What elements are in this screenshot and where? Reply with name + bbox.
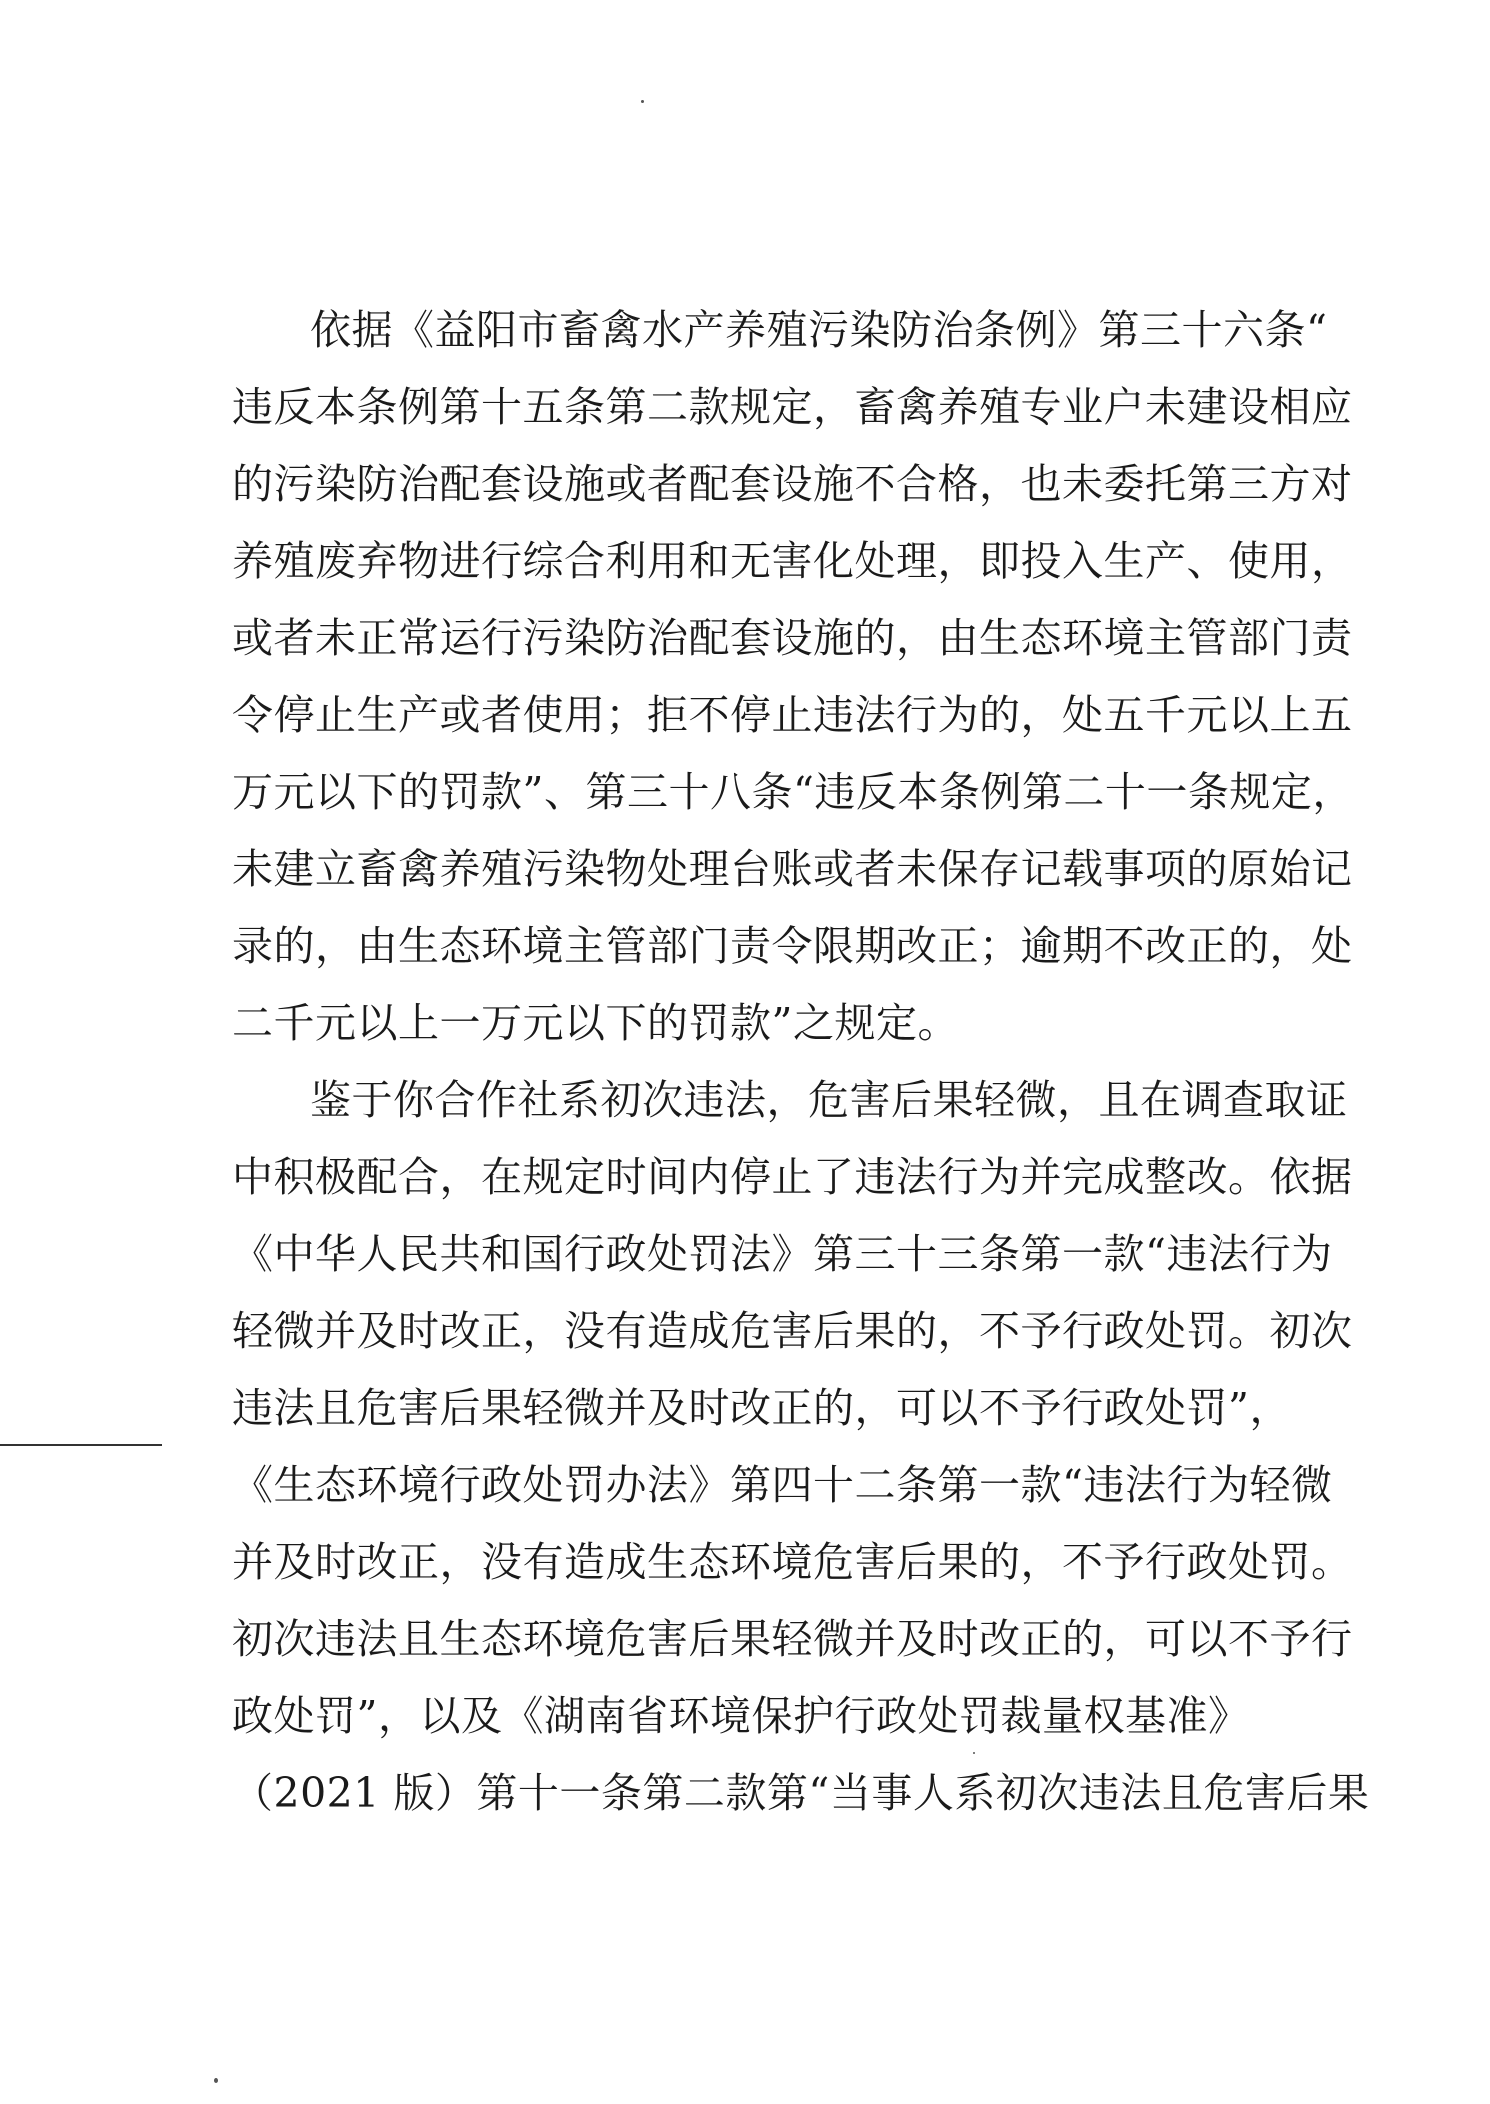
- paragraph-1-line-3: 的污染防治配套设施或者配套设施不合格，也未委托第三方对: [232, 460, 1353, 508]
- scan-speck: [214, 2078, 218, 2083]
- paragraph-2-line-2: 中积极配合，在规定时间内停止了违法行为并完成整改。依据: [232, 1153, 1353, 1201]
- paragraph-1-line-8: 未建立畜禽养殖污染物处理台账或者未保存记载事项的原始记: [232, 845, 1353, 893]
- paragraph-1-line-10: 二千元以上一万元以下的罚款”之规定。: [232, 999, 959, 1047]
- paragraph-1-line-2: 违反本条例第十五条第二款规定，畜禽养殖专业户未建设相应: [232, 383, 1353, 431]
- scan-speck: [973, 1752, 975, 1754]
- paragraph-1-line-9: 录的，由生态环境主管部门责令限期改正；逾期不改正的，处: [232, 922, 1353, 970]
- paragraph-1-line-6: 令停止生产或者使用；拒不停止违法行为的，处五千元以上五: [232, 691, 1353, 739]
- paragraph-2-line-1: 鉴于你合作社系初次违法，危害后果轻微，且在调查取证: [310, 1076, 1348, 1124]
- paragraph-2-line-4: 轻微并及时改正，没有造成危害后果的，不予行政处罚。初次: [232, 1307, 1353, 1355]
- margin-rule-line: [0, 1444, 162, 1446]
- paragraph-2-line-6: 《生态环境行政处罚办法》第四十二条第一款“违法行为轻微: [232, 1461, 1333, 1509]
- paragraph-2-line-10: （2021 版）第十一条第二款第“当事人系初次违法且危害后果: [232, 1769, 1370, 1817]
- paragraph-1-line-5: 或者未正常运行污染防治配套设施的，由生态环境主管部门责: [232, 614, 1353, 662]
- paragraph-1-line-7: 万元以下的罚款”、第三十八条“违反本条例第二十一条规定，: [232, 768, 1354, 816]
- paragraph-2-line-8: 初次违法且生态环境危害后果轻微并及时改正的，可以不予行: [232, 1615, 1353, 1663]
- paragraph-2-line-5: 违法且危害后果轻微并及时改正的，可以不予行政处罚”，: [232, 1384, 1291, 1432]
- paragraph-1-line-1: 依据《益阳市畜禽水产养殖污染防治条例》第三十六条“: [310, 306, 1328, 354]
- paragraph-2-line-3: 《中华人民共和国行政处罚法》第三十三条第一款“违法行为: [232, 1230, 1333, 1278]
- scan-speck: [641, 100, 644, 103]
- paragraph-2-line-9: 政处罚”，以及《湖南省环境保护行政处罚裁量权基准》: [232, 1692, 1250, 1740]
- paragraph-1-line-4: 养殖废弃物进行综合利用和无害化处理，即投入生产、使用，: [232, 537, 1353, 585]
- paragraph-2-line-7: 并及时改正，没有造成生态环境危害后果的，不予行政处罚。: [232, 1538, 1353, 1586]
